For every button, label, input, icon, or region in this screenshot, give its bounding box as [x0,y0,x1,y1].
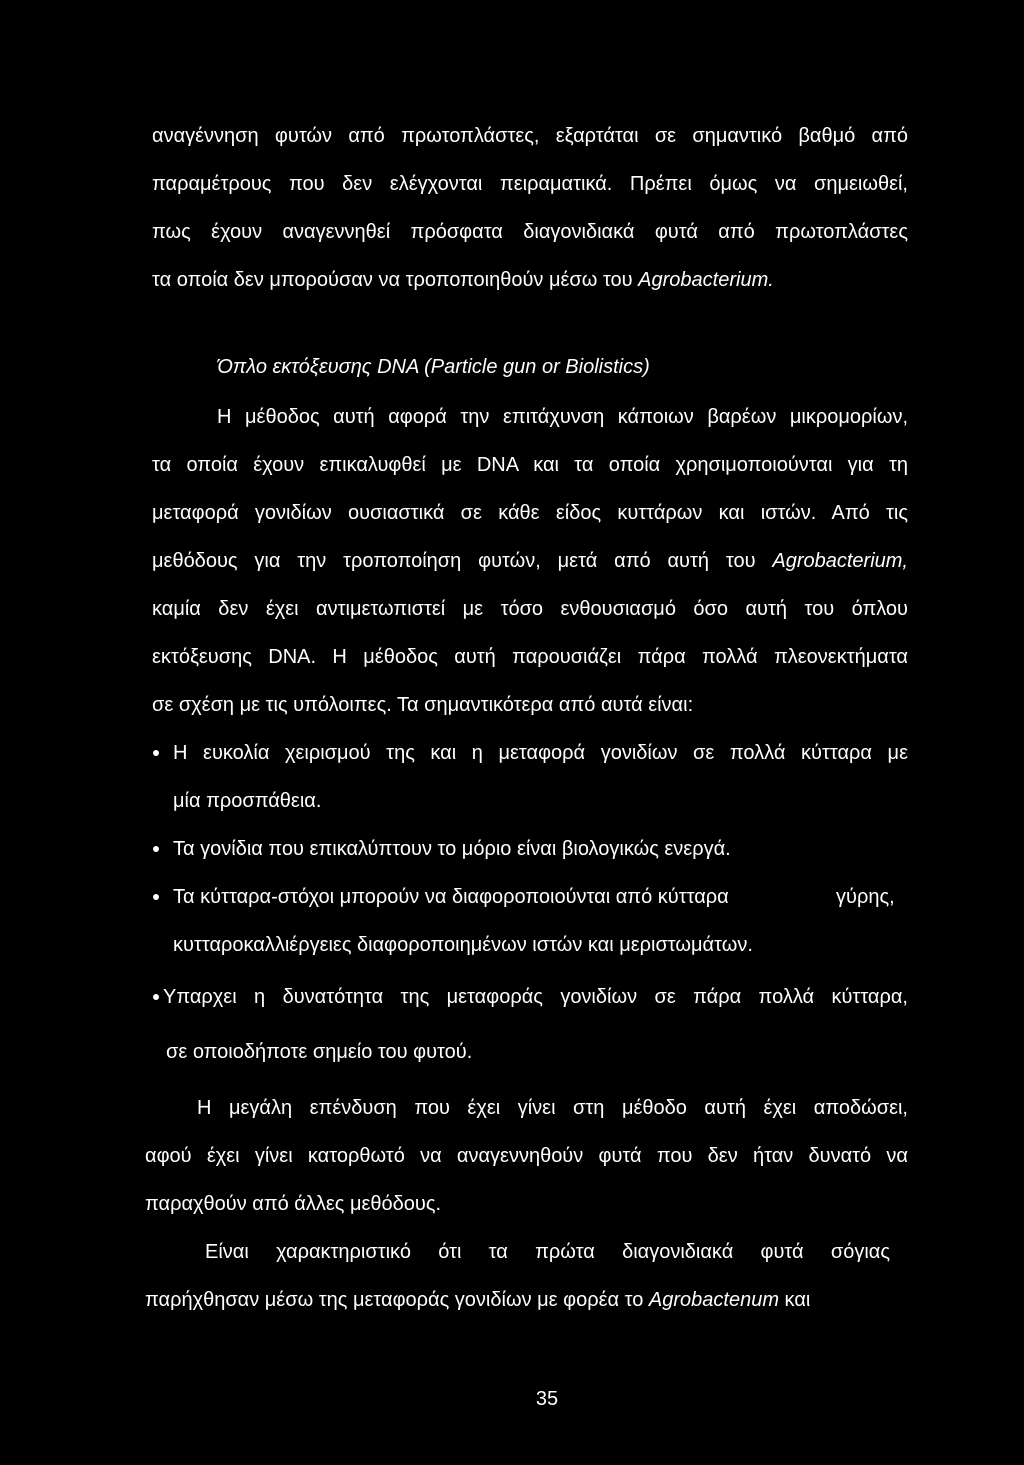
bullet-4-line-1: Υπαρχει η δυνατότητα της μεταφοράς γονιδίων σε πάρα πολλά κύτταρα, [163,986,908,1008]
paragraph-4-line-2-end: και [779,1289,811,1311]
paragraph-1-line-2: παραμέτρους που δεν ελέγχονται πειραματικά. Πρέπει όμως να σημειωθεί, [152,173,908,195]
paragraph-4-line-2 [145,1288,810,1312]
section-heading: Όπλο εκτόξευσης DNA (Particle gun or Biolistics) [217,356,650,378]
paragraph-4-line-1: Είναι χαρακτηριστικό ότι τα πρώτα διαγονιδιακά φυτά σόγιας [205,1241,890,1263]
bullet-1-line-1: Η ευκολία χειρισμού της και η μεταφορά γονιδίων σε πολλά κύτταρα με [173,742,908,764]
paragraph-1-line-1: αναγέννηση φυτών από πρωτοπλάστες, εξαρτάται σε σημαντικό βαθμό από [152,125,908,147]
bullet-dot [153,894,159,900]
paragraph-2-line-6: εκτόξευσης DNA. Η μέθοδος αυτή παρουσιάζει πάρα πολλά πλεονεκτήματα [152,646,908,668]
bullet-2-line-1: Τα γονίδια που επικαλύπτουν το μόριο είναι βιολογικώς ενεργά. [173,838,731,860]
paragraph-3-line-3: παραχθούν από άλλες μεθόδους. [145,1193,442,1215]
page-number: 35 [535,1388,559,1410]
paragraph-1-line-4-text: τα οποία δεν μπορούσαν να τροποποιηθούν μέσω του [152,269,639,291]
bullet-3-line-1-end: γύρης, [836,886,895,908]
paragraph-3-line-2: αφού έχει γίνει κατορθωτό να αναγεννηθούν φυτά που δεν ήταν δυνατό να [145,1145,908,1167]
paragraph-1-line-4 [152,268,774,292]
bullet-dot [153,994,159,1000]
bullet-dot [153,846,159,852]
paragraph-2-line-3: μεταφορά γονιδίων ουσιαστικά σε κάθε είδος κυττάρων και ιστών. Από τις [152,502,908,524]
paragraph-2-line-7: σε σχέση με τις υπόλοιπες. Τα σημαντικότερα από αυτά είναι: [152,694,694,716]
paragraph-1-line-3: πως έχουν αναγεννηθεί πρόσφατα διαγονιδιακά φυτά από πρωτοπλάστες [152,221,908,243]
bullet-3-line-1: Τα κύτταρα-στόχοι μπορούν να διαφοροποιούνται από κύτταρα [173,886,729,908]
paragraph-2-line-2: τα οποία έχουν επικαλυφθεί με DNA και τα οποία χρησιμοποιούνται για τη [152,454,908,476]
paragraph-2-line-4-text: μεθόδους για την τροποποίηση φυτών, μετά από αυτή του [152,550,773,572]
agrobactenum-term: Agrobactenum [648,1289,779,1311]
agrobacterium-term: Agrobacterium. [638,269,774,291]
agrobacterium-term: Agrobacterium, [772,550,908,572]
bullet-dot [153,750,159,756]
bullet-4-line-2: σε οποιοδήποτε σημείο του φυτού. [166,1041,473,1063]
paragraph-3-line-1: Η μεγάλη επένδυση που έχει γίνει στη μέθοδο αυτή έχει αποδώσει, [197,1097,908,1119]
paragraph-2-line-5: καμία δεν έχει αντιμετωπιστεί με τόσο ενθουσιασμό όσο αυτή του όπλου [152,598,908,620]
paragraph-4-line-2-text: παρήχθησαν μέσω της μεταφοράς γονιδίων με φορέα το [145,1289,649,1311]
bullet-3-line-2: κυτταροκαλλιέργειες διαφοροποιημένων ιστών και μεριστωμάτων. [173,934,753,956]
paragraph-2-line-4 [152,549,908,573]
paragraph-2-line-1: Η μέθοδος αυτή αφορά την επιτάχυνση κάποιων βαρέων μικρομορίων, [217,406,908,428]
bullet-1-line-2: μία προσπάθεια. [173,790,322,812]
